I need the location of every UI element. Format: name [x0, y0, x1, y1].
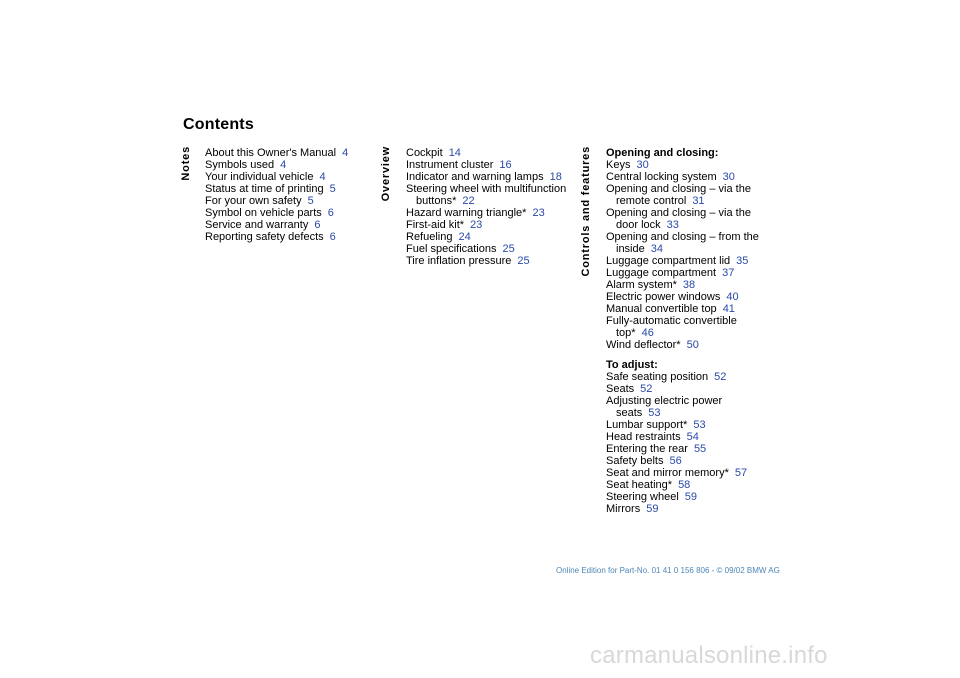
- toc-entry-title: Reporting safety defects: [205, 231, 324, 243]
- toc-entry-title: For your own safety: [205, 195, 302, 207]
- toc-page-number[interactable]: 4: [280, 159, 287, 171]
- toc-page-number[interactable]: 52: [640, 383, 653, 395]
- toc-page-number[interactable]: 52: [714, 371, 727, 383]
- toc-entry[interactable]: [606, 339, 776, 351]
- toc-page-number[interactable]: 31: [692, 195, 705, 207]
- page-title: Contents: [183, 116, 254, 133]
- toc-entry[interactable]: [406, 159, 576, 171]
- toc-entry[interactable]: [406, 171, 576, 183]
- toc-entry[interactable]: [606, 371, 776, 383]
- toc-page-number[interactable]: 22: [462, 195, 475, 207]
- toc-entry-title: Opening and closing – from the: [606, 231, 759, 243]
- toc-entry-title: Seat and mirror memory*: [606, 467, 729, 479]
- toc-entry[interactable]: [205, 183, 375, 195]
- toc-entry[interactable]: [606, 395, 776, 419]
- toc-entry[interactable]: [205, 219, 375, 231]
- toc-entry-title: Opening and closing – via the: [606, 183, 751, 195]
- toc-entry[interactable]: [406, 219, 576, 231]
- toc-entry-title: Keys: [606, 159, 631, 171]
- toc-page-number[interactable]: 6: [314, 219, 321, 231]
- toc-group-heading: To adjust:: [606, 359, 658, 371]
- toc-entry-title: Fully-automatic convertible: [606, 315, 737, 327]
- toc-page-number[interactable]: 59: [684, 491, 698, 503]
- toc-entry-title: Electric power windows: [606, 291, 721, 303]
- toc-entry[interactable]: [606, 279, 776, 291]
- toc-entry-continuation: buttons* 22: [416, 195, 475, 207]
- toc-entry[interactable]: [606, 159, 776, 171]
- toc-page-number[interactable]: 57: [734, 467, 748, 479]
- toc-page-number[interactable]: 59: [646, 503, 659, 515]
- toc-entry-continuation: seats 53: [616, 407, 661, 419]
- toc-page-number[interactable]: 30: [636, 159, 649, 171]
- toc-page-number[interactable]: 50: [686, 339, 699, 351]
- toc-entry[interactable]: [606, 431, 776, 443]
- toc-entry-title: Instrument cluster: [406, 159, 494, 171]
- toc-page-number[interactable]: 41: [722, 303, 735, 315]
- toc-entry[interactable]: [406, 231, 576, 243]
- toc-page-number[interactable]: 38: [682, 279, 696, 291]
- notes-entries: [205, 147, 375, 243]
- toc-page-number[interactable]: 40: [726, 291, 739, 303]
- toc-page-number[interactable]: 54: [686, 431, 699, 443]
- toc-entry[interactable]: [606, 267, 776, 279]
- section-label-controls: Controls and features: [580, 146, 592, 277]
- toc-entry-title: Alarm system*: [606, 279, 677, 291]
- toc-entry[interactable]: [606, 503, 776, 515]
- toc-entry[interactable]: [205, 171, 375, 183]
- toc-entry[interactable]: [606, 207, 776, 231]
- toc-page-number[interactable]: 33: [666, 219, 679, 231]
- toc-entry-title: Central locking system: [606, 171, 717, 183]
- toc-entry[interactable]: [606, 231, 776, 255]
- toc-entry-title: Hazard warning triangle*: [406, 207, 527, 219]
- toc-entry-title: Head restraints: [606, 431, 681, 443]
- toc-entry-continuation: door lock 33: [616, 219, 679, 231]
- toc-entry[interactable]: [205, 159, 375, 171]
- toc-entry[interactable]: [606, 171, 776, 183]
- toc-page-number[interactable]: 58: [678, 479, 691, 491]
- group-spacer: [606, 351, 776, 359]
- toc-page-number[interactable]: 34: [650, 243, 663, 255]
- toc-page-number[interactable]: 5: [307, 195, 314, 207]
- toc-page-number[interactable]: 24: [458, 231, 471, 243]
- section-label-overview: Overview: [380, 146, 392, 202]
- toc-page-number[interactable]: 35: [736, 255, 749, 267]
- controls-entries: [606, 147, 776, 515]
- toc-page-number[interactable]: 5: [329, 183, 336, 195]
- toc-page-number[interactable]: 6: [329, 231, 336, 243]
- toc-page-number[interactable]: 56: [669, 455, 682, 467]
- toc-entry[interactable]: [606, 443, 776, 455]
- toc-entry[interactable]: [205, 231, 375, 243]
- toc-entry[interactable]: [406, 243, 576, 255]
- toc-entry[interactable]: [406, 255, 576, 267]
- toc-entry[interactable]: [606, 455, 776, 467]
- toc-page-number[interactable]: 53: [648, 407, 661, 419]
- toc-page-number[interactable]: 14: [448, 147, 461, 159]
- footer-edition: Online Edition for Part-No. 01 41 0 156 806 - © 09/02 BMW AG: [556, 566, 780, 575]
- toc-entry[interactable]: [606, 255, 776, 267]
- toc-page-number[interactable]: 46: [641, 327, 654, 339]
- toc-page-number[interactable]: 4: [342, 147, 349, 159]
- toc-page-number[interactable]: 16: [499, 159, 512, 171]
- toc-entry[interactable]: [606, 491, 776, 503]
- toc-entry[interactable]: [406, 207, 576, 219]
- toc-entry[interactable]: [606, 291, 776, 303]
- toc-entry-title: First-aid kit*: [406, 219, 465, 231]
- toc-entry-continuation: top* 46: [616, 327, 654, 339]
- toc-entry-title: Symbol on vehicle parts: [205, 207, 322, 219]
- toc-entry[interactable]: [606, 419, 776, 431]
- overview-entries: [406, 147, 576, 267]
- toc-page-number[interactable]: 18: [549, 171, 562, 183]
- toc-entry[interactable]: [205, 207, 375, 219]
- toc-entry[interactable]: [606, 315, 776, 339]
- toc-entry-title: Luggage compartment: [606, 267, 717, 279]
- toc-page-number[interactable]: 6: [327, 207, 334, 219]
- toc-entry-title: Opening and closing – via the: [606, 207, 751, 219]
- toc-entry[interactable]: [606, 183, 776, 207]
- toc-page-number[interactable]: 55: [693, 443, 707, 455]
- toc-entry-title: Service and warranty: [205, 219, 309, 231]
- toc-entry-title: About this Owner's Manual: [205, 147, 337, 159]
- toc-entry[interactable]: [205, 195, 375, 207]
- toc-entry-title: Steering wheel: [606, 491, 679, 503]
- toc-entry-title: Luggage compartment lid: [606, 255, 731, 267]
- toc-entry-continuation: remote control 31: [616, 195, 705, 207]
- toc-entry-title: Symbols used: [205, 159, 275, 171]
- toc-entry[interactable]: [606, 467, 776, 479]
- toc-entry-title: Adjusting electric power: [606, 395, 723, 407]
- section-label-notes: Notes: [180, 146, 192, 181]
- toc-page-number[interactable]: 4: [319, 171, 326, 183]
- toc-entry-title: Manual convertible top: [606, 303, 717, 315]
- toc-page-number[interactable]: 25: [517, 255, 530, 267]
- toc-entry-title: Seat heating*: [606, 479, 673, 491]
- toc-entry[interactable]: [406, 147, 576, 159]
- toc-entry-title: Steering wheel with multifunction: [406, 183, 567, 195]
- toc-page-number[interactable]: 53: [693, 419, 706, 431]
- toc-entry-title: Entering the rear: [606, 443, 688, 455]
- toc-entry-title: Tire inflation pressure: [406, 255, 512, 267]
- toc-entry-title: Your individual vehicle: [205, 171, 314, 183]
- toc-entry-continuation: inside 34: [616, 243, 663, 255]
- toc-entry-title: Indicator and warning lamps: [406, 171, 544, 183]
- toc-entry[interactable]: [406, 183, 576, 207]
- toc-page-number[interactable]: 25: [502, 243, 515, 255]
- toc-group-heading: Opening and closing:: [606, 147, 719, 159]
- toc-entry-title: Fuel specifications: [406, 243, 497, 255]
- toc-entry-title: Status at time of printing: [205, 183, 324, 195]
- watermark: carmanualsonline.info: [590, 642, 828, 669]
- toc-entry[interactable]: [606, 479, 776, 491]
- toc-entry-title: Cockpit: [406, 147, 443, 159]
- toc-page-number[interactable]: 23: [532, 207, 545, 219]
- toc-entry-title: Safety belts: [606, 455, 664, 467]
- toc-entry-title: Lumbar support*: [606, 419, 688, 431]
- toc-entry-title: Seats: [606, 383, 635, 395]
- toc-entry-title: Safe seating position: [606, 371, 709, 383]
- toc-page-number[interactable]: 37: [722, 267, 735, 279]
- toc-entry[interactable]: [606, 303, 776, 315]
- toc-entry[interactable]: [606, 383, 776, 395]
- toc-page-number[interactable]: 30: [722, 171, 735, 183]
- toc-entry[interactable]: [205, 147, 375, 159]
- toc-page-number[interactable]: 23: [470, 219, 483, 231]
- toc-entry-title: Mirrors: [606, 503, 641, 515]
- toc-entry-title: Refueling: [406, 231, 453, 243]
- toc-entry-title: Wind deflector*: [606, 339, 681, 351]
